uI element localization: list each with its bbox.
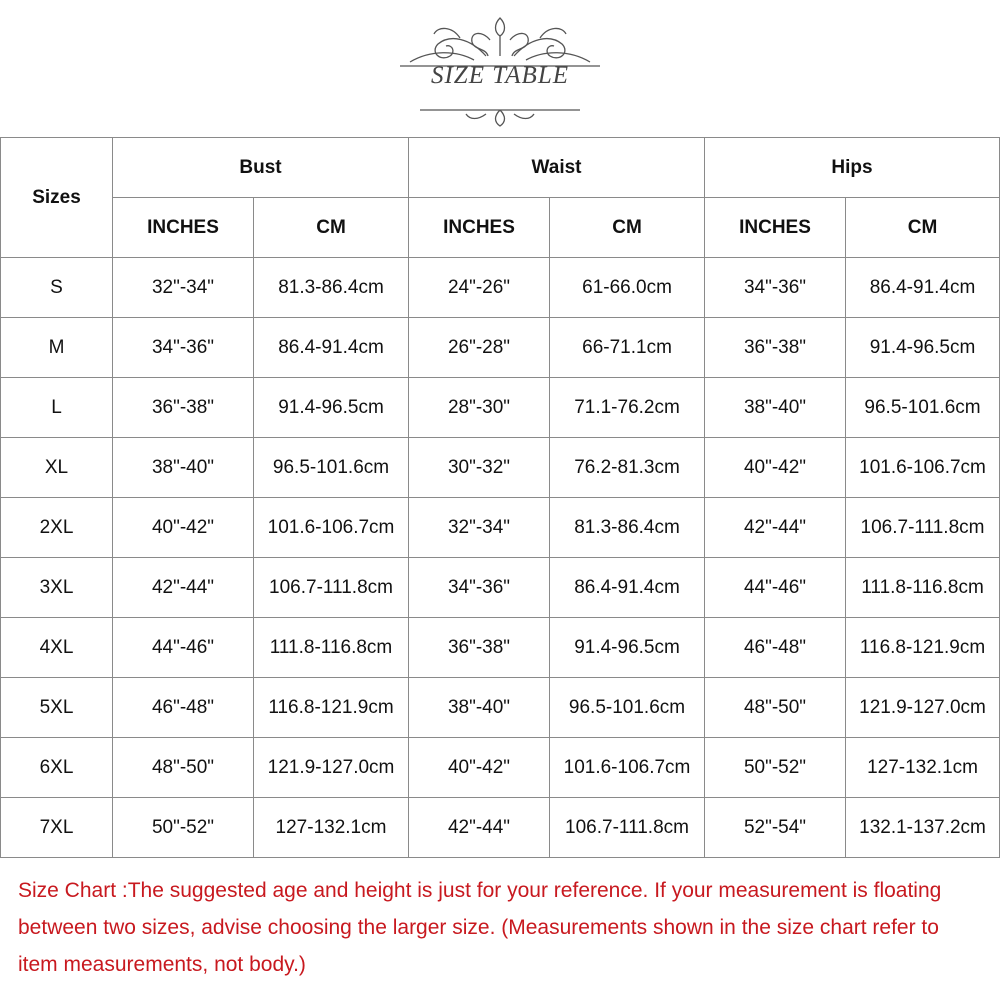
waist-inches-cell: 24"-26" — [409, 258, 550, 318]
size-cell: 5XL — [1, 678, 113, 738]
bust-cm-cell: 111.8-116.8cm — [254, 618, 409, 678]
table-unit-row — [1, 198, 1000, 258]
bust-header: Bust — [113, 138, 409, 198]
bust-cm-cell: 116.8-121.9cm — [254, 678, 409, 738]
size-table-title: SIZE TABLE — [430, 62, 569, 89]
bust-cm-cell: 121.9-127.0cm — [254, 738, 409, 798]
hips-inches-cell: 50"-52" — [705, 738, 846, 798]
table-row — [1, 258, 1000, 318]
size-cell: 4XL — [1, 618, 113, 678]
size-chart-note: Size Chart :The suggested age and height is just for your reference. If your measurement is floating between two sizes, advise choosing the larger size. (Measurements shown in the size chart refer to item measurements, not body.) — [18, 879, 942, 976]
waist-inches-cell: 40"-42" — [409, 738, 550, 798]
hips-inches-cell: 40"-42" — [705, 438, 846, 498]
waist-cm-cell: 66-71.1cm — [550, 318, 705, 378]
waist-cm-cell: 71.1-76.2cm — [550, 378, 705, 438]
hips-cm-cell: 116.8-121.9cm — [846, 618, 1000, 678]
bust-inches-cell: 48"-50" — [113, 738, 254, 798]
size-cell: 7XL — [1, 798, 113, 858]
size-cell: S — [1, 258, 113, 318]
bust-inches-header: INCHES — [113, 198, 254, 258]
waist-inches-cell: 42"-44" — [409, 798, 550, 858]
table-header-row — [1, 138, 1000, 198]
hips-inches-cell: 46"-48" — [705, 618, 846, 678]
hips-inches-header: INCHES — [705, 198, 846, 258]
hips-cm-cell: 121.9-127.0cm — [846, 678, 1000, 738]
bust-cm-cell: 101.6-106.7cm — [254, 498, 409, 558]
bust-cm-cell: 96.5-101.6cm — [254, 438, 409, 498]
table-row — [1, 378, 1000, 438]
hips-cm-cell: 132.1-137.2cm — [846, 798, 1000, 858]
waist-inches-header: INCHES — [409, 198, 550, 258]
hips-cm-cell: 101.6-106.7cm — [846, 438, 1000, 498]
waist-cm-cell: 101.6-106.7cm — [550, 738, 705, 798]
waist-cm-cell: 96.5-101.6cm — [550, 678, 705, 738]
size-cell: L — [1, 378, 113, 438]
hips-inches-cell: 38"-40" — [705, 378, 846, 438]
hips-inches-cell: 44"-46" — [705, 558, 846, 618]
bust-cm-header: CM — [254, 198, 409, 258]
waist-inches-cell: 32"-34" — [409, 498, 550, 558]
bust-inches-cell: 40"-42" — [113, 498, 254, 558]
waist-cm-header: CM — [550, 198, 705, 258]
header — [0, 0, 1000, 136]
table-row — [1, 618, 1000, 678]
size-table — [0, 137, 1000, 858]
hips-inches-cell: 42"-44" — [705, 498, 846, 558]
hips-cm-cell: 96.5-101.6cm — [846, 378, 1000, 438]
table-row — [1, 318, 1000, 378]
table-row — [1, 678, 1000, 738]
hips-cm-cell: 106.7-111.8cm — [846, 498, 1000, 558]
hips-cm-cell: 86.4-91.4cm — [846, 258, 1000, 318]
bust-inches-cell: 36"-38" — [113, 378, 254, 438]
waist-cm-cell: 81.3-86.4cm — [550, 498, 705, 558]
waist-inches-cell: 38"-40" — [409, 678, 550, 738]
bust-inches-cell: 50"-52" — [113, 798, 254, 858]
waist-inches-cell: 26"-28" — [409, 318, 550, 378]
bust-inches-cell: 46"-48" — [113, 678, 254, 738]
bust-cm-cell: 106.7-111.8cm — [254, 558, 409, 618]
bust-cm-cell: 81.3-86.4cm — [254, 258, 409, 318]
hips-cm-cell: 111.8-116.8cm — [846, 558, 1000, 618]
hips-cm-header: CM — [846, 198, 1000, 258]
waist-cm-cell: 106.7-111.8cm — [550, 798, 705, 858]
sizes-header: Sizes — [1, 138, 113, 258]
hips-inches-cell: 34"-36" — [705, 258, 846, 318]
hips-cm-cell: 127-132.1cm — [846, 738, 1000, 798]
hips-cm-cell: 91.4-96.5cm — [846, 318, 1000, 378]
bust-inches-cell: 44"-46" — [113, 618, 254, 678]
waist-inches-cell: 30"-32" — [409, 438, 550, 498]
size-cell: 2XL — [1, 498, 113, 558]
size-cell: 3XL — [1, 558, 113, 618]
hips-inches-cell: 52"-54" — [705, 798, 846, 858]
table-row — [1, 738, 1000, 798]
waist-inches-cell: 28"-30" — [409, 378, 550, 438]
hips-inches-cell: 48"-50" — [705, 678, 846, 738]
bust-inches-cell: 32"-34" — [113, 258, 254, 318]
hips-inches-cell: 36"-38" — [705, 318, 846, 378]
size-cell: 6XL — [1, 738, 113, 798]
waist-cm-cell: 76.2-81.3cm — [550, 438, 705, 498]
waist-inches-cell: 36"-38" — [409, 618, 550, 678]
bust-cm-cell: 127-132.1cm — [254, 798, 409, 858]
bust-inches-cell: 38"-40" — [113, 438, 254, 498]
bust-cm-cell: 86.4-91.4cm — [254, 318, 409, 378]
bust-inches-cell: 34"-36" — [113, 318, 254, 378]
bust-cm-cell: 91.4-96.5cm — [254, 378, 409, 438]
waist-cm-cell: 91.4-96.5cm — [550, 618, 705, 678]
table-row — [1, 558, 1000, 618]
waist-cm-cell: 61-66.0cm — [550, 258, 705, 318]
waist-cm-cell: 86.4-91.4cm — [550, 558, 705, 618]
table-body — [1, 258, 1000, 858]
table-row — [1, 798, 1000, 858]
table-row — [1, 498, 1000, 558]
table-row — [1, 438, 1000, 498]
size-cell: M — [1, 318, 113, 378]
bust-inches-cell: 42"-44" — [113, 558, 254, 618]
hips-header: Hips — [705, 138, 1000, 198]
waist-header: Waist — [409, 138, 705, 198]
waist-inches-cell: 34"-36" — [409, 558, 550, 618]
size-cell: XL — [1, 438, 113, 498]
